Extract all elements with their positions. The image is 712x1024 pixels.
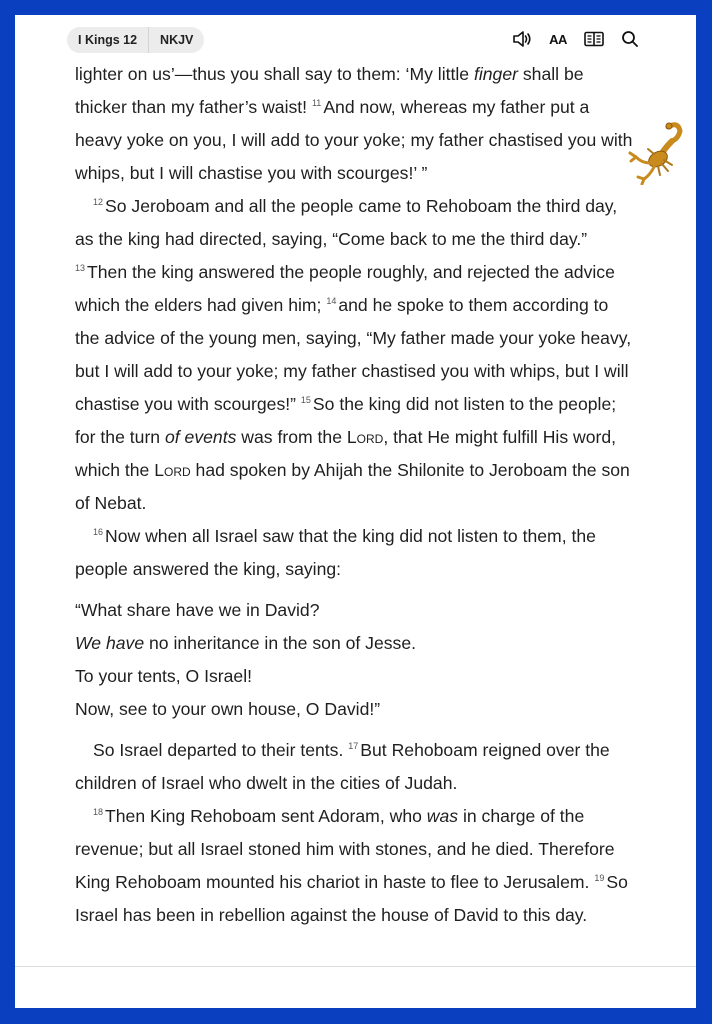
book-chapter-button[interactable]: I Kings 12 xyxy=(78,33,138,47)
scorpion-sticker-icon[interactable] xyxy=(628,119,686,185)
poetry-line: “What share have we in David? xyxy=(75,600,320,620)
speaker-icon[interactable] xyxy=(511,28,533,50)
paragraph-4: So Israel departed to their tents. $^{17}$ But Rehoboam reigned over the children of Israel who dwelt in the cities of Judah. xyxy=(75,740,610,793)
search-icon[interactable] xyxy=(619,28,641,50)
text-size-icon[interactable]: AA xyxy=(549,31,567,47)
paragraph-2: $^{12}$ So Jeroboam and all the people came to Rehoboam the third day, as the king had directed, saying, “Come back to me the third day.” $^{13}$ Then the king answered the people roughly, and rejected the advice which the elders had given him; $^{14}$ and he spoke to them according to the advice of the young men, saying, “My father made your yoke heavy, but I will add to your yoke; my father chastised you with whips, but I will chastise you with scourges!” $^{15}$ So the king did not listen to the people; for the turn of events was from the Lord, that He might fulfill His word, which the Lord had spoken by Ahijah the Shilonite to Jeroboam the son of Nebat. xyxy=(75,196,632,513)
paragraph-1: lighter on us’—thus you shall say to them: ‘My little finger shall be thicker than my father’s waist! $^{11}$ And now, whereas my father put a heavy yoke on you, I will add to your yoke; my father chastised you with whips, but I will chastise you with scourges!’ ” xyxy=(75,64,633,183)
reference-selector[interactable] xyxy=(67,27,204,53)
poetry-line: To your tents, O Israel! xyxy=(75,666,252,686)
poetry-line: Now, see to your own house, O David!” xyxy=(75,699,381,719)
verse-number: 13 xyxy=(75,263,86,274)
verse-number: 19 xyxy=(594,873,605,884)
paragraph-3: $^{16}$ Now when all Israel saw that the king did not listen to them, the people answered the king, saying: xyxy=(75,526,596,579)
toolbar-actions xyxy=(511,28,641,50)
verse-number: 18 xyxy=(93,807,104,818)
verse-number: 15 xyxy=(300,395,311,406)
lord-small-caps: Lord xyxy=(154,460,191,480)
bottom-divider xyxy=(15,966,696,967)
verse-number: 16 xyxy=(93,527,104,538)
verse-number: 12 xyxy=(93,197,104,208)
book-icon[interactable] xyxy=(583,28,605,50)
reader-frame xyxy=(15,15,696,1008)
verse-number: 14 xyxy=(326,296,337,307)
paragraph-5: $^{18}$ Then King Rehoboam sent Adoram, who was in charge of the revenue; but all Israel stoned him with stones, and he died. Therefore King Rehoboam mounted his chariot in haste to flee to Jerusalem. $^{19}$ So Israel has been in rebellion against the house of David to this day. xyxy=(75,806,628,925)
verse-number: 11 xyxy=(311,98,322,109)
lord-small-caps: Lord xyxy=(346,427,384,447)
poetry-line: We have no inheritance in the son of Jesse. xyxy=(75,633,417,653)
verse-number: 17 xyxy=(348,741,359,752)
version-button[interactable]: NKJV xyxy=(148,27,204,53)
scripture-text xyxy=(75,58,635,932)
poetry-block xyxy=(75,594,635,726)
